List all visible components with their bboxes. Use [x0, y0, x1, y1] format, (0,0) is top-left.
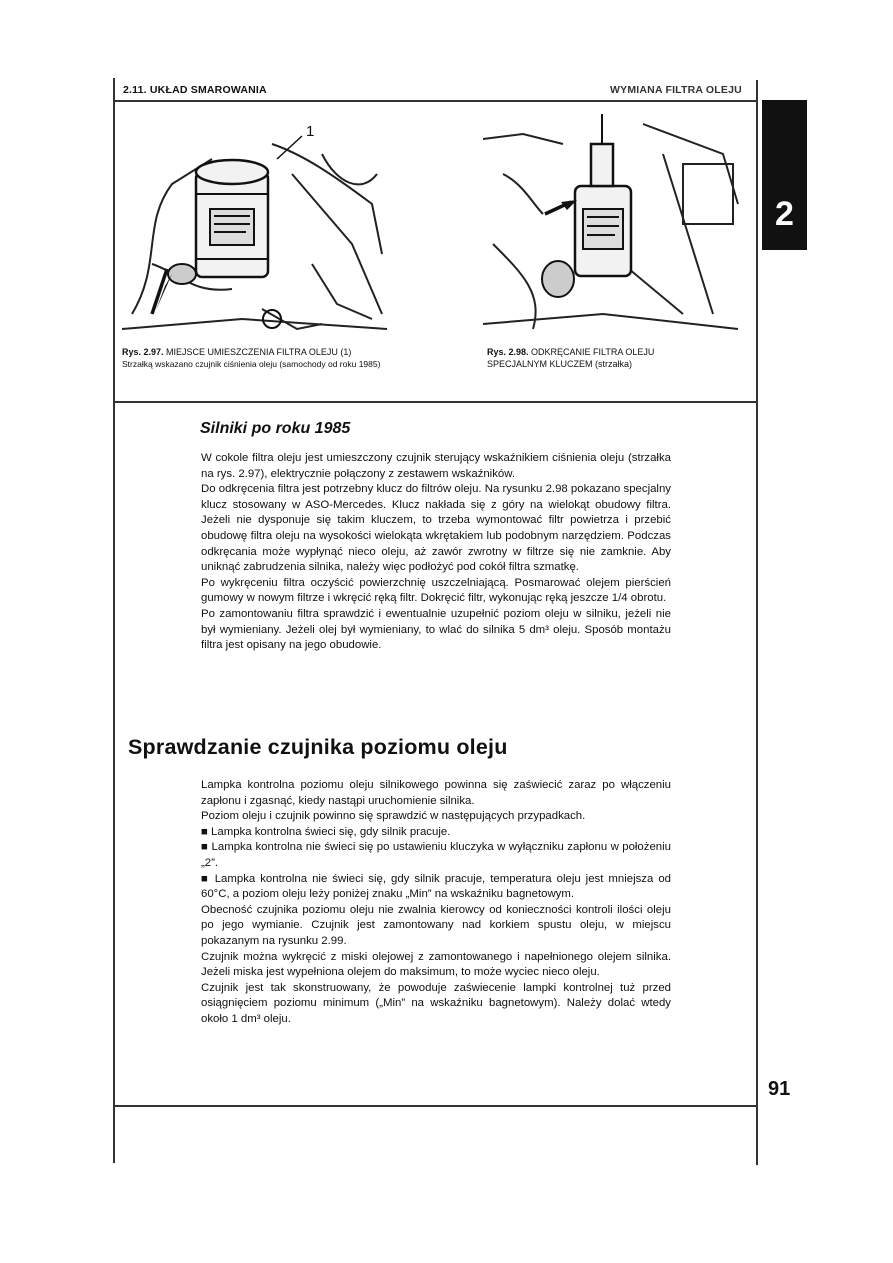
- list-item: ■ Lampka kontrolna świeci się, gdy silnik pracuje.: [201, 825, 451, 838]
- list-item: ■ Lampka kontrolna nie świeci się, gdy silnik pracuje, temperatura oleju jest mniejsza od 60°C, a poziom oleju leży poniżej znaku „Min” na wskaźniku bagnetowym.: [201, 872, 672, 901]
- figure-2-97-callout: 1: [306, 123, 315, 140]
- footer-rule: [113, 1105, 758, 1107]
- header-rule: [113, 100, 758, 102]
- bullet-icon: ■: [201, 825, 212, 838]
- section-body: [201, 778, 671, 1028]
- figure-2-98-caption: [487, 346, 702, 370]
- subsection-body: [201, 451, 671, 654]
- figure-2-98-wrench-removal: [483, 114, 741, 342]
- chapter-tab: [762, 100, 807, 250]
- running-header-left: 2.11. UKŁAD SMAROWANIA: [123, 84, 267, 96]
- subsection-heading: Silniki po roku 1985: [200, 420, 351, 437]
- figure-2-97-caption: [122, 346, 392, 370]
- list-item: ■ Lampka kontrolna nie świeci się po ustawieniu kluczyka w wyłączniku zapłonu w położeniu „2”.: [201, 841, 671, 869]
- paragraph: Czujnik można wykręcić z miski olejowej z zamontowanego i napełnionego olejem silnika. Jeżeli miska jest wypełniona olejem do maksimum, to może wyciec nieco oleju.: [201, 950, 671, 979]
- figure-2-97-caption-number: Rys. 2.97.: [122, 347, 164, 357]
- bullet-icon: ■: [201, 841, 212, 854]
- section-heading: Sprawdzanie czujnika poziomu oleju: [128, 735, 508, 759]
- right-margin-rule: [756, 80, 758, 1165]
- figure-2-97-oil-filter-location: [122, 114, 388, 342]
- paragraph: Poziom oleju i czujnik powinno się sprawdzić w następujących przypadkach.: [201, 810, 586, 823]
- figure-2-97-caption-note: Strzałką wskazano czujnik ciśnienia oleju (samochody od roku 1985): [122, 359, 381, 369]
- figure-2-98-caption-title: ODKRĘCANIE FILTRA OLEJU SPECJALNYM KLUCZEM (strzałka): [487, 347, 655, 369]
- paragraph: Obecność czujnika poziomu oleju nie zwalnia kierowcy od konieczności kontroli ilości oleju po jego wymianie. Czujnik jest zamontowany nad korkiem spustu oleju, w miejscu pokazanym na rysunku 2.99.: [201, 903, 671, 947]
- paragraph: Do odkręcenia filtra jest potrzebny klucz do filtrów oleju. Na rysunku 2.98 pokazano specjalny klucz stosowany w ASO-Mercedes. Klucz nakłada się z góry na wielokąt obudowy filtra. Jeżeli nie dysponuje się takim kluczem, to trzeba wymontować filtr powietrza i przebić obudowę filtra oleju na wysokości wielokąta wkrętakiem lub podobnym narzędziem. Podczas odkręcania może wypłynąć nieco oleju, aż zawór zwrotny w filtrze się nie zamknie. Aby uniknąć zabrudzenia silnika, należy więc podłożyć pod cokół filtra szmatkę.: [201, 483, 671, 574]
- running-header-right: WYMIANA FILTRA OLEJU: [610, 84, 742, 96]
- figure-2-97-caption-title: MIEJSCE UMIESZCZENIA FILTRA OLEJU (1): [166, 347, 352, 357]
- figures-bottom-rule: [113, 401, 758, 403]
- paragraph: Po wykręceniu filtra oczyścić powierzchnię uszczelniającą. Posmarować olejem pierścień gumowy w nowym filtrze i wkręcić ręką filtr. Dokręcić filtr, wykonując ręką jeszcze 1/4 obrotu.: [201, 576, 671, 605]
- left-margin-rule: [113, 78, 115, 1163]
- bullet-icon: ■: [201, 872, 215, 885]
- figure-2-98-caption-number: Rys. 2.98.: [487, 347, 529, 357]
- page-number: 91: [768, 1078, 791, 1100]
- paragraph: Lampka kontrolna poziomu oleju silnikowego powinna się zaświecić zaraz po włączeniu zapłonu i zgasnąć, kiedy nastąpi uruchomienie silnika.: [201, 779, 671, 807]
- paragraph: Po zamontowaniu filtra sprawdzić i ewentualnie uzupełnić poziom oleju w silniku, jeżeli nie był wymieniany. Jeżeli olej był wymieniany, to wlać do silnika 5 dm³ oleju. Sposób montażu filtra jest opisany na jego obudowie.: [201, 607, 671, 652]
- chapter-tab-number: 2: [775, 195, 794, 233]
- paragraph: W cokole filtra oleju jest umieszczony czujnik sterujący wskaźnikiem ciśnienia oleju (strzałka na rys. 2.97), elektrycznie połączony z zestawem wskaźników.: [201, 452, 671, 480]
- paragraph: Czujnik jest tak skonstruowany, że powoduje zaświecenie lampki kontrolnej tuż przed osiągnięciem poziomu minimum („Min” na wskaźniku bagnetowym). Należy dolać wtedy około 1 dm³ oleju.: [201, 981, 671, 1025]
